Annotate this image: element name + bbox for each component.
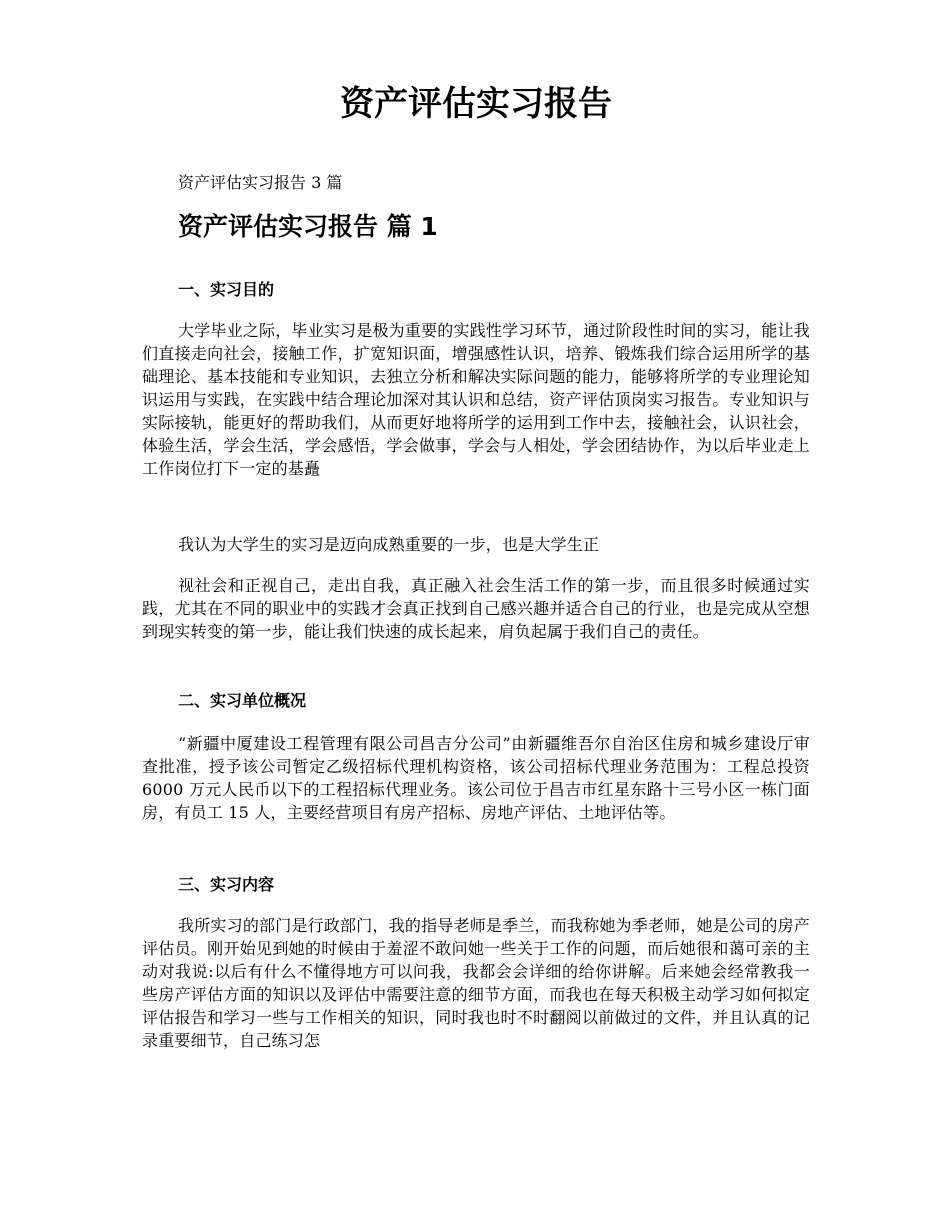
document-subtitle: 资产评估实习报告 3 篇: [178, 173, 343, 192]
sub-heading-content: 三、实习内容: [178, 875, 275, 894]
document-title: 资产评估实习报告: [340, 84, 612, 124]
sub-heading-purpose: 一、实习目的: [178, 280, 275, 299]
sub-heading-company: 二、实习单位概况: [178, 691, 307, 710]
paragraph-opinion-continued: 视社会和正视自己，走出自我，真正融入社会生活工作的第一步，而且很多时候通过实践，尤其在不同的职业中的实践才会真正找到自己感兴趣并适合自己的行业，也是完成从空想到现实转变的第一步，能让我们快速的成长起来，肩负起属于我们自己的责任。: [142, 576, 810, 641]
paragraph-company: “新疆中厦建设工程管理有限公司昌吉分公司”由新疆维吾尔自治区住房和城乡建设厅审查批准，授予该公司暂定乙级招标代理机构资格，该公司招标代理业务范围为：工程总投资 6000 万元人民币以下的工程招标代理业务。该公司位于昌吉市红星东路十三号小区一栋门面房，有员工 15 人，主要经营项目有房产招标、房地产评估、土地评估等。: [142, 734, 810, 822]
paragraph-purpose: 大学毕业之际，毕业实习是极为重要的实践性学习环节，通过阶段性时间的实习，能让我们直接走向社会，接触工作，扩宽知识面，增强感性认识，培养、锻炼我们综合运用所学的基础理论、基本技能和专业知识，去独立分析和解决实际问题的能力，能够将所学的专业理论知识运用与实践，在实践中结合理论加深对其认识和总结，资产评估顶岗实习报告。专业知识与实际接轨，能更好的帮助我们，从而更好地将所学的运用到工作中去，接触社会，认识社会，体验生活，学会生活，学会感悟，学会做事，学会与人相处，学会团结协作，为以后毕业走上工作岗位打下一定的基矗: [142, 321, 810, 478]
section-heading: 资产评估实习报告 篇 1: [178, 212, 438, 241]
paragraph-content: 我所实习的部门是行政部门，我的指导老师是季兰，而我称她为季老师，她是公司的房产评估员。刚开始见到她的时候由于羞涩不敢问她一些关于工作的问题，而后她很和蔼可亲的主动对我说:以后有什么不懂得地方可以问我，我都会会详细的给你讲解。后来她会经常教我一些房产评估方面的知识以及评估中需要注意的细节方面，而我也在每天积极主动学习如何拟定评估报告和学习一些与工作相关的知识，同时我也时不时翻阅以前做过的文件，并且认真的记录重要细节，自己练习怎: [142, 916, 810, 1050]
paragraph-opinion: 我认为大学生的实习是迈向成熟重要的一步，也是大学生正: [178, 535, 600, 554]
